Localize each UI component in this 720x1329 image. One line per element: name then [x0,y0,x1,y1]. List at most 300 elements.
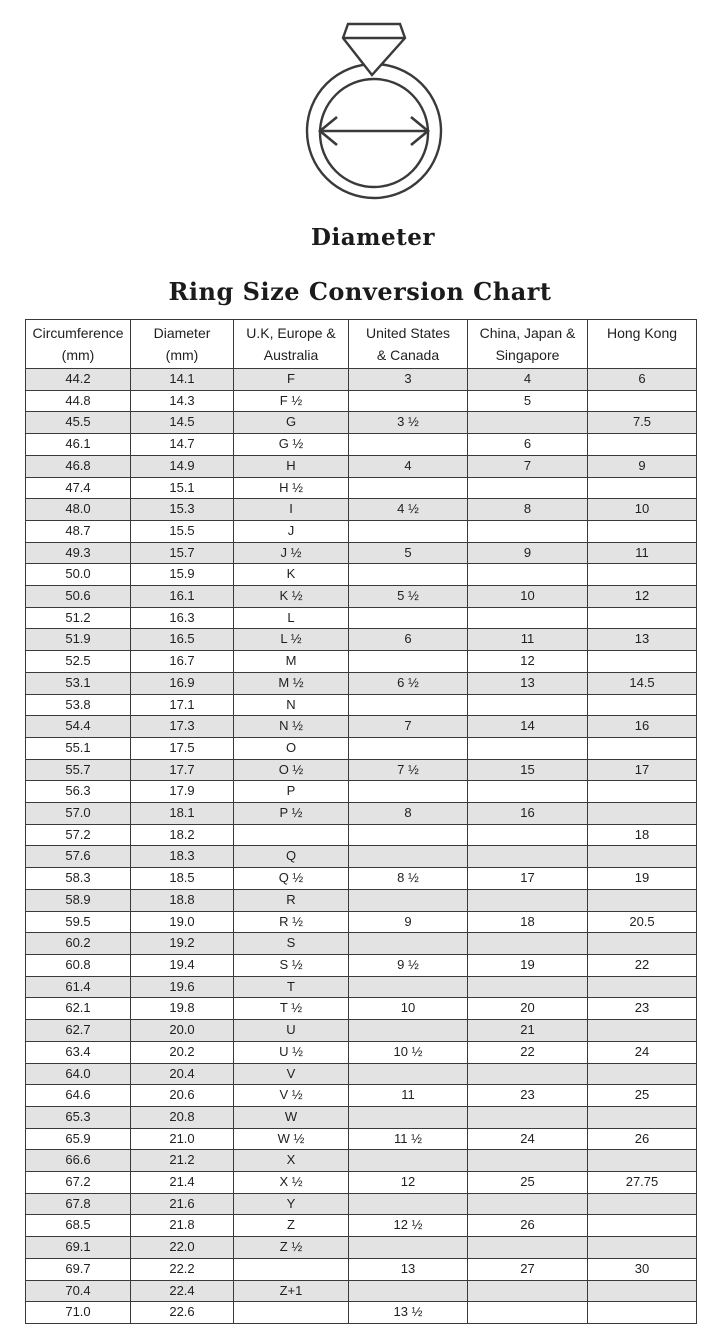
table-cell: 19.2 [131,933,234,955]
table-row [26,694,697,716]
table-cell: Z+1 [234,1280,349,1302]
table-cell: 46.1 [26,434,131,456]
table-row [26,781,697,803]
table-row [26,477,697,499]
table-row [26,1302,697,1324]
table-cell: L [234,607,349,629]
table-row [26,1258,697,1280]
table-cell [468,607,588,629]
table-cell [349,824,468,846]
table-cell: W [234,1106,349,1128]
table-cell: G ½ [234,434,349,456]
table-cell: 53.8 [26,694,131,716]
table-cell [588,1280,697,1302]
table-cell: 15.7 [131,542,234,564]
table-cell [468,933,588,955]
table-cell [468,846,588,868]
table-cell: 9 [349,911,468,933]
table-cell [349,651,468,673]
table-cell: 14.9 [131,455,234,477]
table-cell [349,477,468,499]
table-cell: 20.0 [131,1020,234,1042]
table-cell: 21.8 [131,1215,234,1237]
table-cell: 44.2 [26,369,131,391]
table-cell: 13 [349,1258,468,1280]
table-cell: 18.1 [131,803,234,825]
table-cell: 12 [349,1172,468,1194]
table-cell: U [234,1020,349,1042]
table-cell [349,846,468,868]
table-cell: H [234,455,349,477]
table-cell: 4 ½ [349,499,468,521]
table-cell: 15 [468,759,588,781]
table-cell [349,781,468,803]
table-cell: 4 [349,455,468,477]
table-cell: 55.7 [26,759,131,781]
table-row [26,1193,697,1215]
table-cell: O ½ [234,759,349,781]
table-cell [468,976,588,998]
table-cell [234,1302,349,1324]
table-cell [588,607,697,629]
table-cell: T [234,976,349,998]
table-cell: 70.4 [26,1280,131,1302]
table-cell: 22.6 [131,1302,234,1324]
table-cell: 13 [468,672,588,694]
table-cell: 52.5 [26,651,131,673]
table-cell: K ½ [234,586,349,608]
table-cell: 19.8 [131,998,234,1020]
table-cell: 11 [349,1085,468,1107]
table-cell: W ½ [234,1128,349,1150]
table-cell: 20.4 [131,1063,234,1085]
table-cell: 23 [588,998,697,1020]
table-cell: 69.1 [26,1237,131,1259]
table-cell: J ½ [234,542,349,564]
table-cell: 19.6 [131,976,234,998]
table-cell: 17.5 [131,737,234,759]
table-row [26,998,697,1020]
table-cell: 16.9 [131,672,234,694]
table-cell: 27 [468,1258,588,1280]
table-cell [468,1237,588,1259]
table-cell: 8 [468,499,588,521]
table-cell: P ½ [234,803,349,825]
table-cell: 51.2 [26,607,131,629]
column-header-1: Circumference (mm) [26,320,131,369]
table-cell: 11 [588,542,697,564]
table-row [26,434,697,456]
table-cell: 19 [588,868,697,890]
table-cell [588,1063,697,1085]
table-cell: 9 [468,542,588,564]
table-cell: 58.3 [26,868,131,890]
table-cell [588,1193,697,1215]
table-row [26,1041,697,1063]
table-row [26,1085,697,1107]
table-cell: 20 [468,998,588,1020]
table-cell [349,434,468,456]
table-cell: 69.7 [26,1258,131,1280]
table-row [26,1215,697,1237]
table-cell: 49.3 [26,542,131,564]
table-cell: 50.6 [26,586,131,608]
table-row [26,369,697,391]
table-cell: 20.6 [131,1085,234,1107]
table-cell: L ½ [234,629,349,651]
table-cell: 48.7 [26,520,131,542]
table-cell: 17 [468,868,588,890]
table-row [26,629,697,651]
table-cell: J [234,520,349,542]
table-row [26,455,697,477]
table-row [26,1020,697,1042]
table-cell: 5 [468,390,588,412]
table-cell: F ½ [234,390,349,412]
table-cell: 17.7 [131,759,234,781]
table-cell: 16.7 [131,651,234,673]
column-header-6: Hong Kong [588,320,697,369]
column-header-2: Diameter (mm) [131,320,234,369]
table-cell: 53.1 [26,672,131,694]
table-cell [349,1150,468,1172]
table-cell: Z [234,1215,349,1237]
table-cell [588,1106,697,1128]
table-cell: Y [234,1193,349,1215]
table-cell: 60.8 [26,954,131,976]
table-cell: 17.3 [131,716,234,738]
table-cell: 16.5 [131,629,234,651]
table-cell: 62.7 [26,1020,131,1042]
table-row [26,412,697,434]
table-cell: 8 ½ [349,868,468,890]
table-cell: 8 [349,803,468,825]
column-header-5: China, Japan & Singapore [468,320,588,369]
table-cell [349,1106,468,1128]
table-cell: 6 ½ [349,672,468,694]
table-cell: N ½ [234,716,349,738]
table-cell: 14.1 [131,369,234,391]
table-cell [349,1020,468,1042]
table-row [26,520,697,542]
table-cell: 30 [588,1258,697,1280]
table-cell [468,412,588,434]
table-cell: 10 [468,586,588,608]
table-cell: 68.5 [26,1215,131,1237]
table-cell [588,1237,697,1259]
table-cell: 6 [468,434,588,456]
column-header-3: U.K, Europe & Australia [234,320,349,369]
table-cell: 62.1 [26,998,131,1020]
table-cell [349,933,468,955]
table-cell: 56.3 [26,781,131,803]
table-cell: 60.2 [26,933,131,955]
table-cell: 7 ½ [349,759,468,781]
table-cell: 6 [588,369,697,391]
table-cell: K [234,564,349,586]
table-cell: 44.8 [26,390,131,412]
table-cell: M ½ [234,672,349,694]
table-cell: 63.4 [26,1041,131,1063]
table-cell: 67.8 [26,1193,131,1215]
table-cell: 22 [468,1041,588,1063]
table-cell: X [234,1150,349,1172]
table-cell: 58.9 [26,889,131,911]
table-cell [588,889,697,911]
table-cell: P [234,781,349,803]
table-cell [468,781,588,803]
diameter-arrow [320,117,428,145]
table-cell: R ½ [234,911,349,933]
table-cell: 12 [468,651,588,673]
table-cell: U ½ [234,1041,349,1063]
table-cell [468,1302,588,1324]
table-cell: 21.0 [131,1128,234,1150]
table-cell: 71.0 [26,1302,131,1324]
table-cell: 18.3 [131,846,234,868]
table-row [26,911,697,933]
table-cell: 22.2 [131,1258,234,1280]
table-cell: 5 [349,542,468,564]
table-cell: 15.1 [131,477,234,499]
table-row [26,1063,697,1085]
table-cell [588,976,697,998]
table-row [26,1128,697,1150]
table-cell [468,1063,588,1085]
table-cell [349,390,468,412]
table-cell: S [234,933,349,955]
table-cell: 7 [349,716,468,738]
table-cell: 27.75 [588,1172,697,1194]
table-row [26,737,697,759]
table-cell [349,1280,468,1302]
table-cell: 15.9 [131,564,234,586]
table-cell [588,651,697,673]
table-cell: 5 ½ [349,586,468,608]
table-cell [468,477,588,499]
table-cell: 18 [588,824,697,846]
table-row [26,759,697,781]
table-row [26,868,697,890]
table-cell [468,694,588,716]
table-cell [588,781,697,803]
table-cell [588,694,697,716]
table-cell: 3 [349,369,468,391]
table-row [26,542,697,564]
table-cell: 16 [588,716,697,738]
table-cell: 21 [468,1020,588,1042]
table-cell [588,390,697,412]
ring-inner-circle [320,79,428,187]
table-cell: 21.4 [131,1172,234,1194]
table-row [26,607,697,629]
table-cell: 14 [468,716,588,738]
table-header-row [26,320,697,369]
table-cell: 14.5 [588,672,697,694]
table-cell: 16.3 [131,607,234,629]
table-cell: 18.5 [131,868,234,890]
table-cell: 16.1 [131,586,234,608]
table-row [26,976,697,998]
table-cell: H ½ [234,477,349,499]
table-cell: 55.1 [26,737,131,759]
table-cell [588,1020,697,1042]
table-cell [468,1280,588,1302]
table-cell [349,889,468,911]
table-cell: 10 ½ [349,1041,468,1063]
table-row [26,390,697,412]
table-cell [588,933,697,955]
table-cell: I [234,499,349,521]
table-cell: 17 [588,759,697,781]
table-cell: 7 [468,455,588,477]
table-cell: 22.0 [131,1237,234,1259]
table-cell [349,1193,468,1215]
table-cell [349,1237,468,1259]
table-cell: 64.0 [26,1063,131,1085]
table-cell: 51.9 [26,629,131,651]
table-cell: 12 [588,586,697,608]
table-cell: 18.8 [131,889,234,911]
table-cell: 45.5 [26,412,131,434]
table-cell: 21.2 [131,1150,234,1172]
table-cell: O [234,737,349,759]
table-row [26,803,697,825]
diamond-ring-icon [299,12,449,204]
table-cell: 10 [588,499,697,521]
table-cell: 24 [588,1041,697,1063]
table-cell: 23 [468,1085,588,1107]
table-cell: 20.8 [131,1106,234,1128]
table-cell [349,694,468,716]
table-cell [588,520,697,542]
table-row [26,1150,697,1172]
table-cell: R [234,889,349,911]
table-cell [349,520,468,542]
table-body [26,369,697,1324]
table-cell: 25 [588,1085,697,1107]
table-cell: 57.2 [26,824,131,846]
table-cell: 14.7 [131,434,234,456]
table-cell: 17.1 [131,694,234,716]
table-cell: 26 [588,1128,697,1150]
table-cell: 18 [468,911,588,933]
table-cell: 14.5 [131,412,234,434]
table-cell [588,846,697,868]
table-cell: 57.6 [26,846,131,868]
table-cell [468,737,588,759]
table-cell: 21.6 [131,1193,234,1215]
table-cell [468,889,588,911]
table-cell: 65.3 [26,1106,131,1128]
table-row [26,846,697,868]
table-head [26,320,697,369]
table-cell: 14.3 [131,390,234,412]
table-row [26,824,697,846]
table-cell: 15.3 [131,499,234,521]
table-cell: 20.2 [131,1041,234,1063]
table-cell: 4 [468,369,588,391]
table-cell: V ½ [234,1085,349,1107]
table-cell: 17.9 [131,781,234,803]
table-cell [349,1063,468,1085]
table-cell: 18.2 [131,824,234,846]
table-cell [588,434,697,456]
table-cell: 57.0 [26,803,131,825]
table-cell [349,607,468,629]
table-cell [468,564,588,586]
table-cell: Z ½ [234,1237,349,1259]
table-cell: 15.5 [131,520,234,542]
table-cell: 46.8 [26,455,131,477]
table-cell: 7.5 [588,412,697,434]
table-cell: 9 ½ [349,954,468,976]
ring-diagram [299,12,449,204]
table-cell: S ½ [234,954,349,976]
table-cell: Q [234,846,349,868]
table-cell: 13 ½ [349,1302,468,1324]
table-cell: 16 [468,803,588,825]
table-cell [588,1302,697,1324]
table-cell: 66.6 [26,1150,131,1172]
table-cell: M [234,651,349,673]
table-cell [349,737,468,759]
table-cell [468,1150,588,1172]
table-cell: 11 ½ [349,1128,468,1150]
table-cell [588,564,697,586]
table-cell: 67.2 [26,1172,131,1194]
table-cell: 24 [468,1128,588,1150]
table-row [26,1172,697,1194]
table-cell: G [234,412,349,434]
table-row [26,954,697,976]
table-cell: 48.0 [26,499,131,521]
table-cell: 22.4 [131,1280,234,1302]
table-cell: F [234,369,349,391]
table-row [26,1106,697,1128]
table-cell [349,564,468,586]
table-cell: 11 [468,629,588,651]
table-cell [588,1215,697,1237]
table-cell: 19 [468,954,588,976]
table-cell: 19.0 [131,911,234,933]
table-row [26,564,697,586]
table-cell: 59.5 [26,911,131,933]
table-cell [468,520,588,542]
table-cell: Q ½ [234,868,349,890]
table-cell [234,824,349,846]
table-cell: 9 [588,455,697,477]
table-cell: 61.4 [26,976,131,998]
table-cell [588,737,697,759]
table-cell: X ½ [234,1172,349,1194]
table-cell [468,1106,588,1128]
table-cell: 64.6 [26,1085,131,1107]
table-cell: 50.0 [26,564,131,586]
table-cell: 65.9 [26,1128,131,1150]
table-cell [349,976,468,998]
table-row [26,1280,697,1302]
table-row [26,672,697,694]
column-header-4: United States & Canada [349,320,468,369]
table-cell: 54.4 [26,716,131,738]
table-cell [588,477,697,499]
table-cell: T ½ [234,998,349,1020]
table-cell: 20.5 [588,911,697,933]
table-cell: 19.4 [131,954,234,976]
table-cell: 6 [349,629,468,651]
table-cell: 3 ½ [349,412,468,434]
